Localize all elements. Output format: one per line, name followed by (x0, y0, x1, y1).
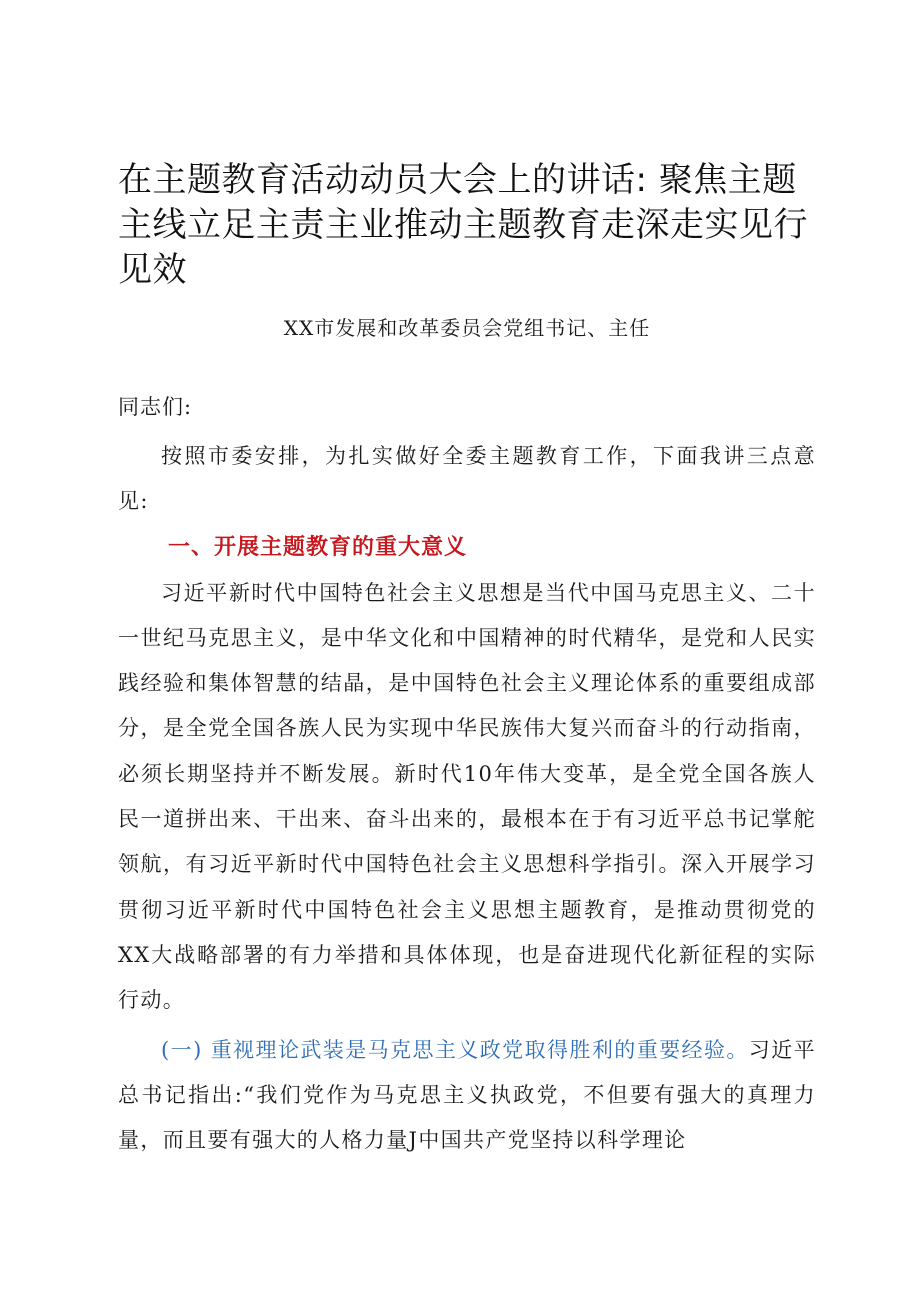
subheading-1: (一) 重视理论武装是马克思主义政党取得胜利的重要经验。 (161, 1037, 749, 1062)
section1-paragraph-1: 习近平新时代中国特色社会主义思想是当代中国马克思主义、二十一世纪马克思主义，是中华文化和中国精神的时代精华，是党和人民实践经验和集体智慧的结晶，是中国特色社会主义理论体系的重要组成部分，是全党全国各族人民为实现中华民族伟大复兴而奋斗的行动指南，必须长期坚持并不断发展。新时代10年伟大变革，是全党全国各族人民一道拼出来、干出来、奋斗出来的，最根本在于有习近平总书记掌舵领航，有习近平新时代中国特色社会主义思想科学指引。深入开展学习贯彻习近平新时代中国特色社会主义思想主题教育，是推动贯彻党的XX大战略部署的有力举措和具体体现，也是奋进现代化新征程的实际行动。 (118, 580, 816, 1013)
paragraph-2-text: 习近平总书记指出:“我们党作为马克思主义执政党，不但要有强大的真理力量，而且要有强大的人格力量J中国共产党坚持以科学理论 (118, 1037, 816, 1153)
document-title: 在主题教育活动动员大会上的讲话: 聚焦主题主线立足主责主业推动主题教育走深走实见行见效 (118, 160, 808, 290)
section1-paragraph-2 (118, 1028, 816, 1164)
intro-paragraph: 按照市委安排，为扎实做好全委主题教育工作，下面我讲三点意见: (118, 444, 816, 514)
section-heading-1: 一、开展主题教育的重大意义 (168, 534, 468, 560)
author-line: XX市发展和改革委员会党组书记、主任 (283, 316, 651, 340)
salutation: 同志们: (118, 395, 193, 419)
